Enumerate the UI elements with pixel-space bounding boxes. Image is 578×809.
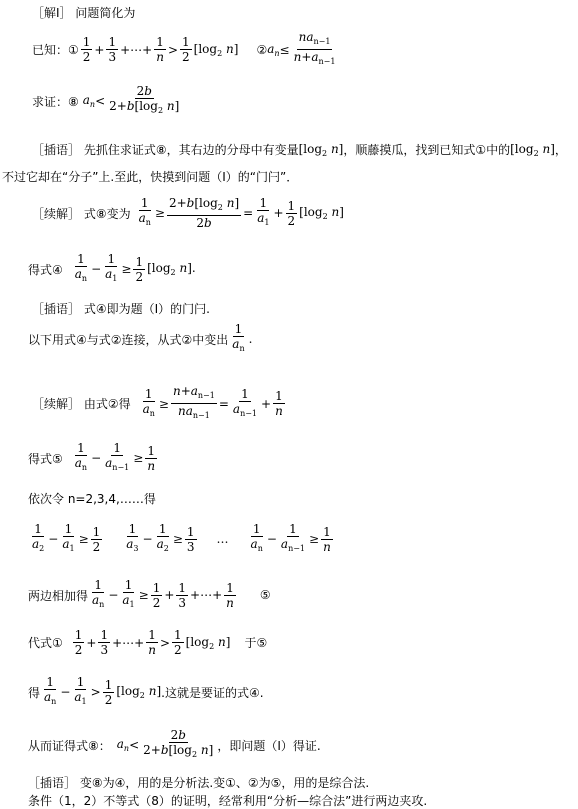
connect-text: 以下用式④与式②连接，从式②中变出: [28, 332, 229, 347]
frac: 1 2: [104, 677, 113, 707]
frac: 1 2: [174, 628, 182, 657]
substitute-label: 代式①: [28, 636, 63, 650]
continued-solution-1: ［续解］ 式⑧变为 $\frac{1}{a_n}$ ≥ $\frac{2+b[\log_2 n]}{2b}$ = $\frac{1}{a_1}$ + $\frac{1}{2}$ [$\log_2$ n]: [32, 196, 344, 230]
frac: $\frac{1}{2}$: [135, 254, 144, 284]
frac: $\frac{1}{3}$: [100, 628, 109, 657]
remark-1: ［插语］ 先抓住求证式⑧，其右边的分母中有变量 [$\log_2$ n] ，顺藤摸瓜，找到已知式①中的 [$\log_2$ n] ，: [32, 141, 567, 158]
frac: $\frac{1}{2}$: [92, 524, 101, 554]
frac: $\frac{1}{n}$: [147, 443, 156, 473]
frac: $\frac{1}{n}$: [226, 580, 234, 610]
to-prove: 求证：⑧ $a_n$ < 2b $2+b[\log_2$ n]: [32, 84, 183, 118]
frac: $na_{n-1}$ $n+a_{n-1}$: [293, 30, 336, 66]
frac: 1 $a_n$: [92, 578, 105, 609]
frac: 1 $a_n$: [250, 522, 263, 553]
frac: $\frac{1}{n}$: [323, 524, 331, 554]
frac: $\frac{1}{a_2}$: [156, 522, 169, 553]
continued-solution-2: ［续解］ 由式②得 $\frac{1}{a_n}$ ≥ $n+a_{n-1}$ $na_{n-1}$ = $\frac{1}{a_{n-1}}$ + $\frac{1}{n}$: [32, 384, 287, 423]
formula-4: 得式④ 1 $a_n$ − $\frac{1}{a_1}$ ≥ $\frac{1}{2}$ [$\log_2$ n].: [28, 252, 196, 286]
circle-2: ②: [256, 42, 268, 57]
frac: $\frac{1}{a_{n-1}}$: [105, 441, 130, 472]
frac: 1 2: [82, 35, 91, 64]
frac: $\frac{1}{a_1}$: [257, 196, 270, 227]
frac: 1 $a_3$: [126, 522, 139, 553]
frac: $\frac{2+b[\log_2 n]}{2b}$: [168, 196, 240, 230]
frac: $\frac{1}{a_n}$: [138, 196, 151, 227]
frac: 1 $a_2$: [32, 522, 45, 553]
remark-4: 条件（1，2）不等式（8）的证明，经常利用“分析—综合法”进行两边夹攻.: [28, 794, 428, 808]
frac: 2b $2+b[\log_2$ n]: [109, 84, 180, 115]
continued-label-1: ［续解］ 式⑧变为: [32, 206, 131, 221]
heading-solution-1: ［解Ⅰ］ 问题简化为: [32, 6, 136, 20]
ellipsis: …: [216, 532, 229, 546]
frac: $\frac{1}{a_{n-1}}$: [232, 386, 258, 418]
sum-label: 两边相加得: [28, 588, 89, 603]
formula-5: 得式⑤ 1 $a_n$ − $\frac{1}{a_{n-1}}$ ≥ $\frac{1}{n}$: [28, 441, 159, 475]
inequality-series: 1 $a_2$ − $\frac{1}{a_1}$ ≥ $\frac{1}{2}$ 1 $a_3$ − $\frac{1}{a_2}$ ≥ $\frac{1}{3}$ … 1 $a_n$ − $\frac{1}{a_{n-1}}$ ≥ $\frac{1}{n}$: [28, 522, 335, 556]
frac: $\frac{1}{n}$: [275, 389, 283, 418]
given-label: 已知：①: [32, 43, 79, 57]
frac: $\frac{1}{a_{n-1}}$: [280, 522, 306, 553]
substitute-formula-1: 代式① 1 2 + $\frac{1}{3}$ +⋯+ $\frac{1}{n}$ > 1 2 [$\log_2$ n] 于⑤: [28, 628, 268, 657]
frac: $\frac{1}{a_1}$: [105, 252, 118, 283]
frac: 1 $a_n$: [44, 675, 57, 706]
substitution-text: 依次令 n=2,3,4,……得: [28, 492, 156, 506]
remark-1-line-2: 不过它却在“分子”上.至此，快摸到问题（Ⅰ）的“门闩”．: [2, 170, 299, 184]
frac: 1 2: [182, 35, 190, 64]
frac: 1 2: [74, 628, 83, 657]
result-suffix: .这就是要证的式④.: [161, 685, 264, 700]
formula-5-label: 得式⑤: [28, 451, 63, 466]
conclusion-line: 从而证得式⑧： $a_n$ < 2b $2+b[\log_2$ n] ，即问题（Ⅰ）得证.: [28, 728, 321, 762]
frac: $\frac{1}{a_1}$: [122, 578, 135, 609]
remark-3: ［插语］ 变⑧为④，用的是分析法.变①、②为⑤，用的是综合法.: [28, 776, 370, 790]
remark-1-text-b: ，顺藤摸瓜，找到已知式①中的: [343, 143, 511, 157]
frac: $\frac{1}{2}$: [152, 580, 161, 610]
continued-label-2: ［续解］ 由式②得: [32, 397, 131, 411]
frac: $\frac{1}{n}$: [156, 35, 164, 64]
conclusion-suffix: ，即问题（Ⅰ）得证.: [217, 738, 321, 753]
frac: $\frac{1}{n}$: [148, 628, 156, 657]
given-conditions: 已知：① 1 2 + $\frac{1}{3}$ +⋯+ $\frac{1}{n}$ > 1 2 [$\log_2$ n] ② $a_n$ ≤ $na_{n-1}$ $n+a_{n-1}$: [32, 30, 339, 69]
formula-4-label: 得式④: [28, 262, 63, 277]
conclusion-prefix: 从而证得式⑧：: [28, 738, 111, 753]
frac: $n+a_{n-1}$ $na_{n-1}$: [172, 384, 215, 420]
sum-both-sides: 两边相加得 1 $a_n$ − $\frac{1}{a_1}$ ≥ $\frac{1}{2}$ + $\frac{1}{3}$ +⋯+ $\frac{1}{n}$ ⑤: [28, 578, 271, 612]
result-line: 得 1 $a_n$ − $\frac{1}{a_1}$ > 1 2 [$\log_2$ n] .这就是要证的式④.: [28, 675, 264, 709]
frac: $\frac{1}{a_1}$: [74, 675, 87, 706]
frac: $\frac{1}{3}$: [186, 524, 195, 554]
frac: 1 $a_n$: [74, 252, 88, 283]
into-5: 于⑤: [244, 636, 268, 650]
frac: 1 $a_n$: [74, 441, 88, 472]
frac: 1 $a_n$: [232, 322, 245, 353]
remark-1-text-c: ，: [554, 143, 567, 157]
remark-2: ［插语］ 式④即为题（Ⅰ）的门闩.: [32, 302, 210, 316]
circle-5: ⑤: [259, 588, 271, 602]
frac: $\frac{1}{3}$: [108, 35, 117, 64]
frac: $\frac{1}{3}$: [178, 580, 187, 610]
frac: $\frac{1}{2}$: [287, 198, 296, 228]
result-prefix: 得: [28, 685, 41, 700]
remark-1-text-a: ［插语］ 先抓住求证式⑧，其右边的分母中有变量: [32, 143, 299, 157]
frac: $\frac{1}{a_1}$: [62, 522, 75, 553]
frac: 2b $2+b[\log_2$ n]: [143, 728, 214, 759]
to-prove-label: 求证：⑧: [32, 94, 79, 109]
connect-line: 以下用式④与式②连接，从式②中变出 1 $a_n$ .: [28, 322, 252, 356]
frac: $\frac{1}{a_n}$: [142, 386, 155, 418]
